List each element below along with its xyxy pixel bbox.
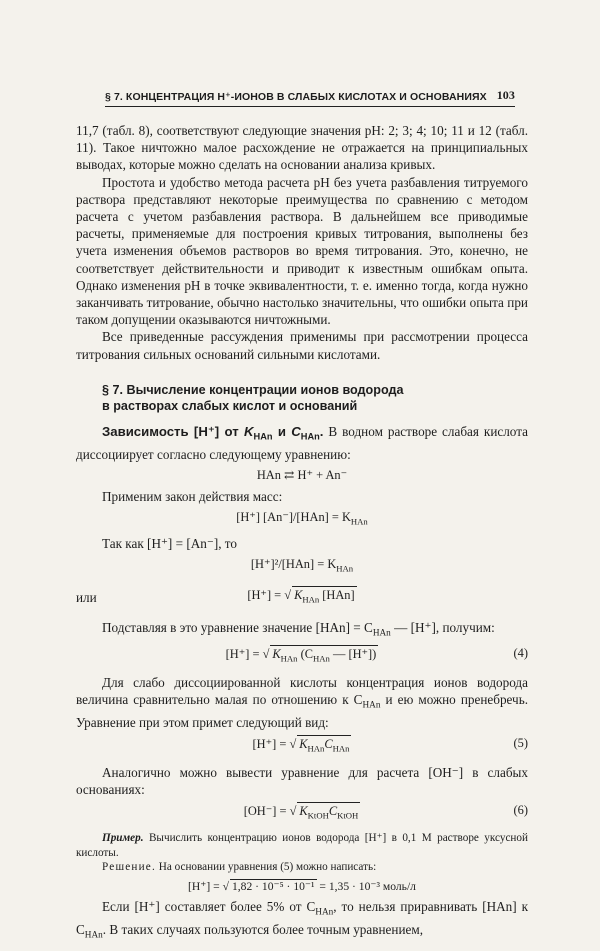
- equation-text: [H⁺] = √: [247, 587, 292, 602]
- equation-text: [H⁺]²/[HAn] = K: [250, 557, 337, 572]
- subscript: HAn: [253, 431, 273, 442]
- subscript: HAn: [313, 653, 330, 664]
- radical: [297, 735, 351, 758]
- paragraph: [76, 898, 528, 944]
- example-body: Вычислить концентрацию ионов водорода [H⁺] в 0,1 M растворе уксусной кислоты.: [76, 832, 528, 859]
- subscript: HAn: [307, 743, 325, 754]
- paragraph: Применим закон действия масс:: [102, 489, 283, 505]
- symbol-k: K: [299, 804, 308, 819]
- equation-number: (4): [513, 646, 528, 661]
- paragraph-text: — [H⁺], получим:: [390, 619, 495, 635]
- paragraph: [76, 619, 528, 642]
- radical: [297, 802, 360, 825]
- paragraph-text: Подставляя в это уравнение значение [HAn] = C: [102, 619, 373, 635]
- subscript: KtOH: [337, 810, 359, 821]
- paragraph-text: , то нельзя приравнивать [HAn] к C: [76, 899, 528, 937]
- equation-dissociation: HAn ⇄ H⁺ + An⁻: [256, 467, 348, 482]
- page-body: [76, 122, 528, 944]
- subscript: HAn: [315, 906, 334, 917]
- subscript: HAn: [362, 699, 381, 710]
- subscript: HAn: [336, 563, 354, 574]
- subscript: HAn: [300, 431, 320, 442]
- subheading-text: Зависимость [H⁺] от: [102, 423, 244, 439]
- subscript: HAn: [350, 516, 368, 527]
- subscript: HAn: [84, 929, 103, 940]
- equation-mass-action: [76, 509, 528, 531]
- subscript: HAn: [280, 653, 298, 664]
- radical: [292, 586, 357, 609]
- running-header-title: § 7. КОНЦЕНТРАЦИЯ Н⁺-ИОНОВ В СЛАБЫХ КИСЛОТАХ И ОСНОВАНИЯХ: [105, 91, 487, 103]
- example-calculation: [76, 879, 528, 895]
- equation-number: (6): [513, 803, 528, 818]
- paragraph-text: Если [H⁺] составляет более 5% от C: [102, 899, 316, 915]
- equation-6: [76, 802, 528, 825]
- example-block: [76, 831, 528, 894]
- paragraph: Так как [H⁺] = [An⁻], то: [102, 535, 237, 551]
- symbol-c: C: [324, 737, 333, 752]
- symbol-c: C: [291, 423, 301, 439]
- page-number: 103: [496, 88, 515, 102]
- equation-text: (C: [297, 647, 314, 662]
- subheading-text: и: [272, 423, 292, 439]
- solution-label: Решение.: [102, 861, 156, 874]
- paragraph-text: и ею можно пренебречь. Уравнение при этом примет следующий вид:: [76, 692, 529, 731]
- equation-text: [H⁺] = √: [252, 737, 297, 752]
- equation-text: = 1,35 · 10⁻³ моль/л: [316, 879, 416, 893]
- subscript: HAn: [372, 627, 391, 638]
- paragraph: [76, 674, 528, 731]
- equation-5: [76, 735, 528, 758]
- subheading: [102, 423, 324, 442]
- equation-text: [H⁺] = √: [188, 879, 229, 893]
- symbol-k: K: [244, 423, 254, 439]
- paragraph-text: В водном растворе слабая кислота диссоциирует согласно следующему уравнению:: [76, 423, 529, 462]
- equation-text: [HAn]: [319, 587, 355, 602]
- equation-text: [H⁺] = √: [225, 647, 270, 662]
- section-title-line: в растворах слабых кислот и оснований: [102, 398, 358, 413]
- example-text: [76, 831, 528, 860]
- solution-body: На основании уравнения (5) можно написать:: [155, 861, 377, 874]
- radical: [270, 645, 378, 668]
- equation-text: [OH⁻] = √: [243, 804, 297, 819]
- subheading-text: .: [319, 423, 324, 439]
- paragraph: [76, 423, 528, 463]
- symbol-k: K: [272, 647, 281, 662]
- symbol-k: K: [294, 587, 303, 602]
- equation-text: [H⁺] [An⁻]/[HAn] = K: [236, 510, 351, 525]
- paragraph: 11,7 (табл. 8), соответствуют следующие значения pH: 2; 3; 4; 10; 11 и 12 (табл. 11). Такое ничтожно малое расхождение не отражается на принципиальных выводах, которые можно сделать на основании анализа кривых.: [76, 123, 528, 173]
- example-label: Пример.: [102, 832, 144, 845]
- equation-h-squared: [76, 556, 528, 578]
- running-header: [105, 88, 515, 107]
- equation-4: [76, 645, 528, 668]
- symbol-k: K: [299, 737, 308, 752]
- paragraph-text: Для слабо диссоциированной кислоты концентрация ионов водорода величина сравнительно малая по отношению к C: [76, 675, 528, 708]
- subscript: HAn: [332, 743, 350, 754]
- section-title-line: § 7. Вычисление концентрации ионов водорода: [102, 382, 404, 397]
- equation-number: (5): [513, 736, 528, 751]
- paragraph-text: . В таких случаях пользуются более точным уравнением,: [102, 921, 424, 937]
- subscript: HAn: [302, 594, 320, 605]
- section-title: [102, 382, 528, 414]
- radical: 1,82 · 10⁻⁵ · 10⁻¹: [231, 879, 315, 893]
- paragraph: Аналогично можно вывести уравнение для расчета [OH⁻] в слабых основаниях:: [76, 764, 528, 798]
- symbol-c: C: [328, 804, 338, 819]
- equation-text: — [H⁺]): [329, 647, 377, 662]
- paragraph: Простота и удобство метода расчета pH без учета разбавления титруемого раствора представляют некоторые преимущества по сравнению с методом расчета с учетом разбавления раствора. В дальнейшем все приводимые расчеты, применяемые для построения кривых титрования, выполнены без учета изменения объемов растворов во время титрования. Это, конечно, не соответствует действительности и приводит к известным ошибкам опыта. Однако изменения pH в точке эквивалентности, т. е. именно тогда, когда нужно заканчивать титрование, обычно настолько значительны, что ошибки опыта при таком допущении оказываются ничтожными.: [76, 174, 528, 328]
- solution-text: [76, 860, 528, 875]
- subscript: KtOH: [307, 810, 329, 821]
- equation-row: или [H⁺] = √ $K_{HAn}$ [HAn]: [76, 582, 528, 613]
- paragraph: Все приведенные рассуждения применимы при рассмотрении процесса титрования сильных оснований сильными кислотами.: [76, 329, 528, 362]
- equation-sqrt: [76, 586, 528, 609]
